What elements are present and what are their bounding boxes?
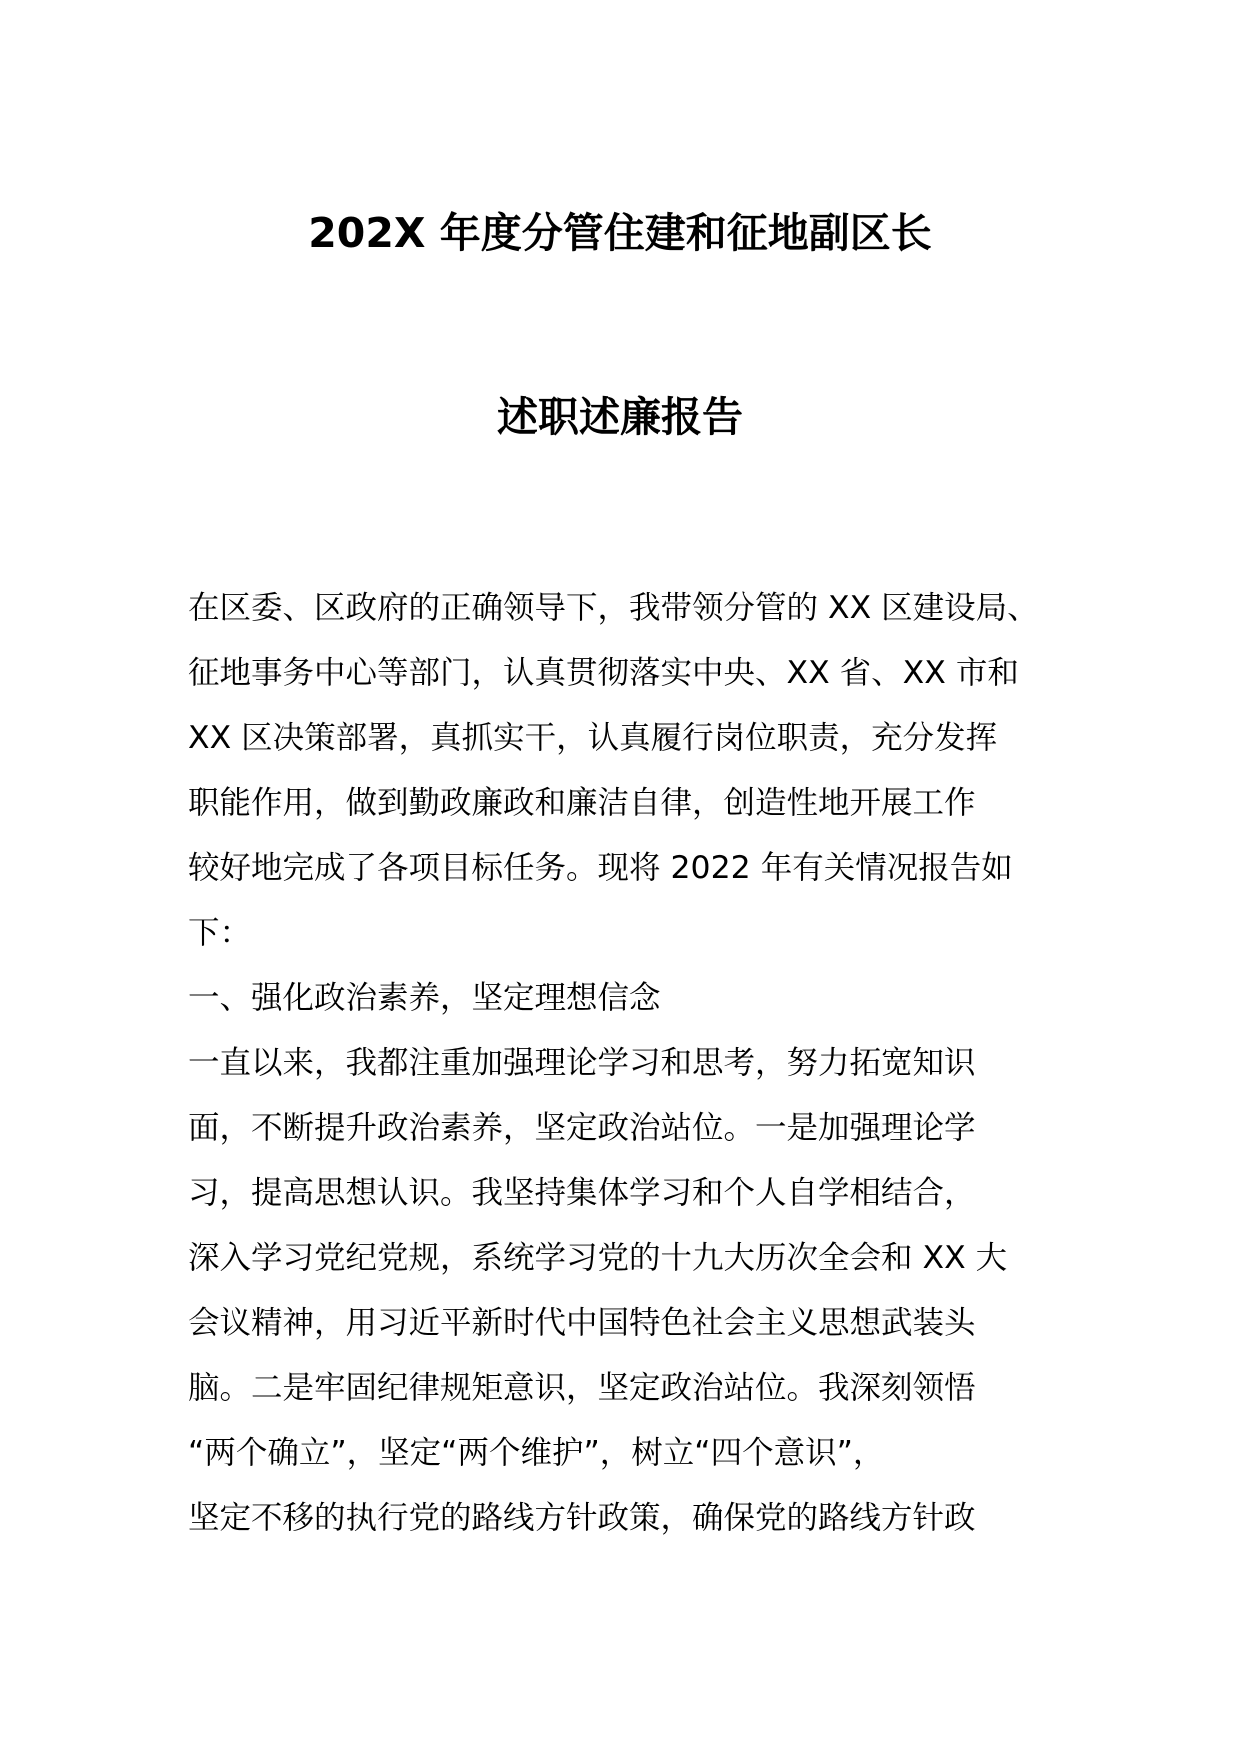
body-line: 下： [188,915,252,951]
section-heading: 一、强化政治素养，坚定理想信念 [188,980,661,1016]
body-line: 一直以来，我都注重加强理论学习和思考，努力拓宽知识 [188,1045,976,1081]
body-line: 在区委、区政府的正确领导下，我带领分管的 XX 区建设局、 [188,590,1039,626]
body-line: 习，提高思想认识。我坚持集体学习和个人自学相结合， [188,1175,976,1211]
body-line: 脑。二是牢固纪律规矩意识，坚定政治站位。我深刻领悟 [188,1370,976,1406]
body-line: 征地事务中心等部门，认真贯彻落实中央、XX 省、XX 市和 [188,655,1019,691]
document-title-line-2: 述职述廉报告 [497,393,743,441]
body-line: 较好地完成了各项目标任务。现将 2022 年有关情况报告如 [188,850,1013,886]
document-title-line-1: 202X 年度分管住建和征地副区长 [308,209,932,257]
body-line: “两个确立”，坚定“两个维护”，树立“四个意识”， [188,1435,885,1471]
body-line: 面，不断提升政治素养，坚定政治站位。一是加强理论学 [188,1110,976,1146]
document-body [188,576,1068,1551]
body-line: 坚定不移的执行党的路线方针政策，确保党的路线方针政 [188,1500,976,1536]
body-line: XX 区决策部署，真抓实干，认真履行岗位职责，充分发挥 [188,720,998,756]
body-line: 深入学习党纪党规，系统学习党的十九大历次全会和 XX 大 [188,1240,1008,1276]
body-line: 职能作用，做到勤政廉政和廉洁自律，创造性地开展工作 [188,785,976,821]
body-line: 会议精神，用习近平新时代中国特色社会主义思想武装头 [188,1305,976,1341]
